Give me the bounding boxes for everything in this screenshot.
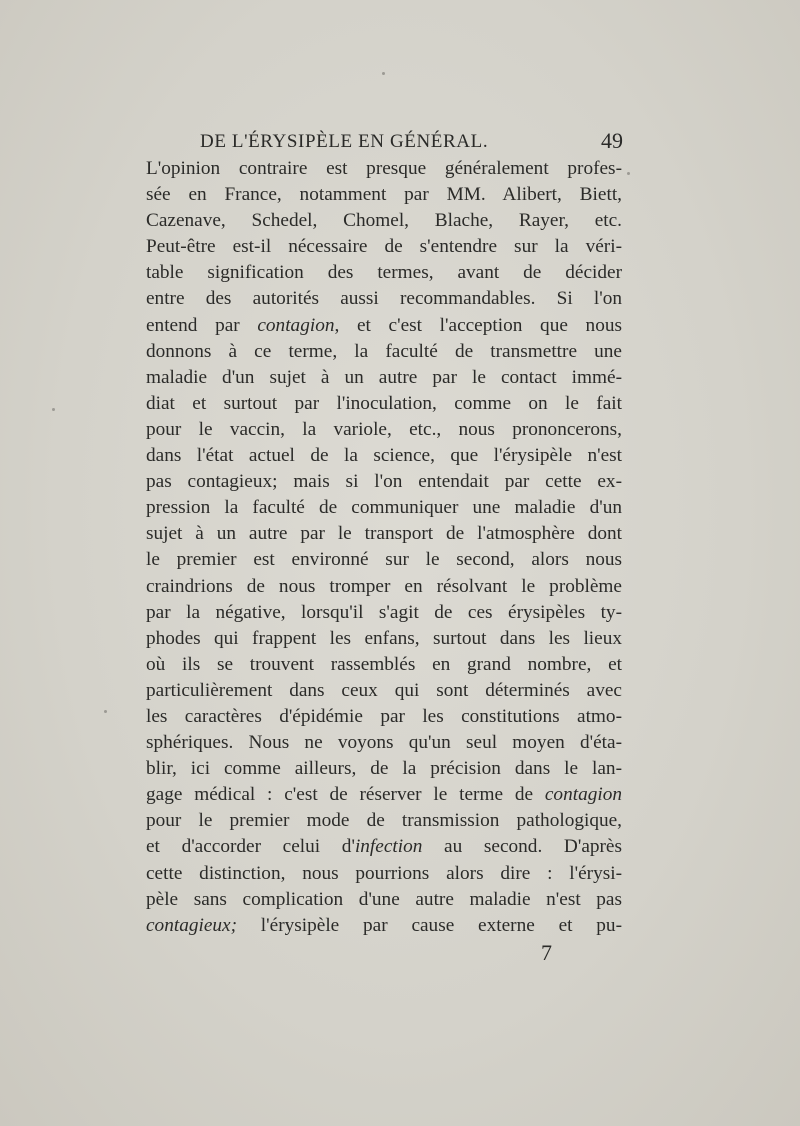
- italic-term: contagion: [257, 314, 335, 336]
- text-line: gage médical : c'est de réserver le terme de contagion: [146, 784, 622, 806]
- text-line: Cazenave, Schedel, Chomel, Blache, Rayer, etc.: [146, 210, 622, 232]
- body-text: [146, 156, 622, 936]
- italic-term: infection: [354, 836, 423, 858]
- text-line: diat et surtout par l'inoculation, comme on le fait: [146, 392, 622, 414]
- text-line: craindrions de nous tromper en résolvant le problème: [146, 575, 622, 597]
- text-line: entend par contagion, et c'est l'acception que nous: [146, 314, 622, 336]
- paper-speck: [382, 72, 385, 75]
- paper-speck: [104, 710, 107, 713]
- text-line: le premier est environné sur le second, alors nous: [146, 549, 622, 571]
- text-line: L'opinion contraire est presque généralement profes-: [146, 158, 622, 179]
- text-line: entre des autorités aussi recommandables. Si l'on: [146, 288, 622, 310]
- text-line: pour le vaccin, la variole, etc., nous prononcerons,: [146, 418, 622, 440]
- italic-term: contagieux;: [146, 914, 238, 936]
- text-line: particulièrement dans ceux qui sont déterminés avec: [146, 679, 622, 701]
- text-line: sujet à un autre par le transport de l'atmosphère dont: [146, 523, 622, 545]
- text-line: et d'accorder celui d'infection au second. D'après: [146, 836, 622, 858]
- text-line: donnons à ce terme, la faculté de transmettre une: [146, 340, 622, 362]
- text-line: pèle sans complication d'une autre maladie n'est pas: [146, 888, 622, 910]
- signature-mark: 7: [541, 940, 552, 965]
- text-line: où ils se trouvent rassemblés en grand nombre, et: [146, 653, 622, 675]
- text-line: les caractères d'épidémie par les constitutions atmo-: [146, 705, 622, 727]
- text-line: blir, ici comme ailleurs, de la précision dans le lan-: [146, 758, 622, 780]
- text-line: pas contagieux; mais si l'on entendait par cette ex-: [146, 471, 622, 493]
- text-line: sphériques. Nous ne voyons qu'un seul moyen d'éta-: [146, 732, 622, 754]
- paper-speck: [627, 172, 630, 175]
- text-line: contagieux; l'érysipèle par cause externe et pu-: [146, 914, 622, 936]
- page-number: 49: [601, 128, 623, 153]
- text-line: sée en France, notamment par MM. Alibert, Biett,: [146, 184, 622, 206]
- text-line: phodes qui frappent les enfans, surtout dans les lieux: [146, 627, 622, 649]
- text-line: Peut-être est-il nécessaire de s'entendre sur la véri-: [146, 236, 622, 258]
- text-line: cette distinction, nous pourrions alors dire : l'érysi-: [146, 862, 622, 884]
- paper-speck: [52, 408, 55, 411]
- italic-term: contagion: [544, 784, 622, 806]
- running-head: DE L'ÉRYSIPÈLE EN GÉNÉRAL.: [200, 131, 489, 152]
- text-line: dans l'état actuel de la science, que l'érysipèle n'est: [146, 445, 622, 467]
- text-line: pression la faculté de communiquer une maladie d'un: [146, 497, 622, 519]
- text-line: par la négative, lorsqu'il s'agit de ces érysipèles ty-: [146, 601, 622, 623]
- text-line: maladie d'un sujet à un autre par le contact immé-: [146, 366, 622, 388]
- text-line: pour le premier mode de transmission pathologique,: [146, 810, 622, 832]
- text-line: table signification des termes, avant de décider: [146, 262, 622, 284]
